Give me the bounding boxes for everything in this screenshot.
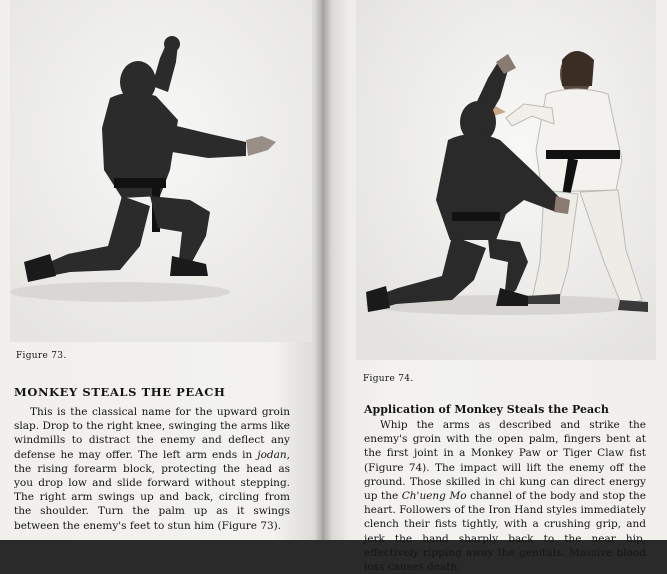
section-heading-right: Application of Monkey Steals the Peach bbox=[364, 403, 609, 416]
figure-74-caption: Figure 74. bbox=[363, 374, 414, 384]
body-left-part-2: , the rising forearm block, protecting the head as you drop low and slide forward without stepping. The right arm swings up and back, circling from the shoulder. Turn the palm up as it swings between the enemy's feet to stun him (Figure 73). bbox=[14, 448, 290, 532]
body-left-term-jodan: jodan bbox=[257, 448, 287, 461]
figure-73-photo bbox=[10, 0, 312, 342]
body-right-part-1: Whip the arms as described and strike the enemy's groin with the open palm, fingers bent at the first joint in a Monkey Paw or Tiger Claw fist (Figure 74). The impact will lift the enemy off the ground. Those skilled in chi kung can direct energy up the bbox=[364, 419, 646, 503]
body-right-term-chueng-mo: Ch'ueng Mo bbox=[401, 490, 467, 503]
body-right-part-2: channel of the body and stop the heart. Followers of the Iron Hand styles immediately clench their fists tightly, with a crushing grip, and jerk the hand sharply back to the near hip, effectively ripping away the genitals. Massive blood loss causes death. bbox=[364, 490, 646, 574]
body-text-right bbox=[364, 418, 646, 574]
section-heading-left: MONKEY STEALS THE PEACH bbox=[14, 385, 226, 399]
figure-73-caption: Figure 73. bbox=[16, 351, 67, 361]
body-left-part-1: This is the classical name for the upward groin slap. Drop to the right knee, swinging the arms like windmills to distract the enemy and deflect any defense he may offer. The left arm ends in bbox=[14, 406, 290, 461]
body-text-left bbox=[14, 405, 290, 533]
figure-74-photo bbox=[356, 0, 656, 360]
book-gutter bbox=[314, 0, 332, 540]
